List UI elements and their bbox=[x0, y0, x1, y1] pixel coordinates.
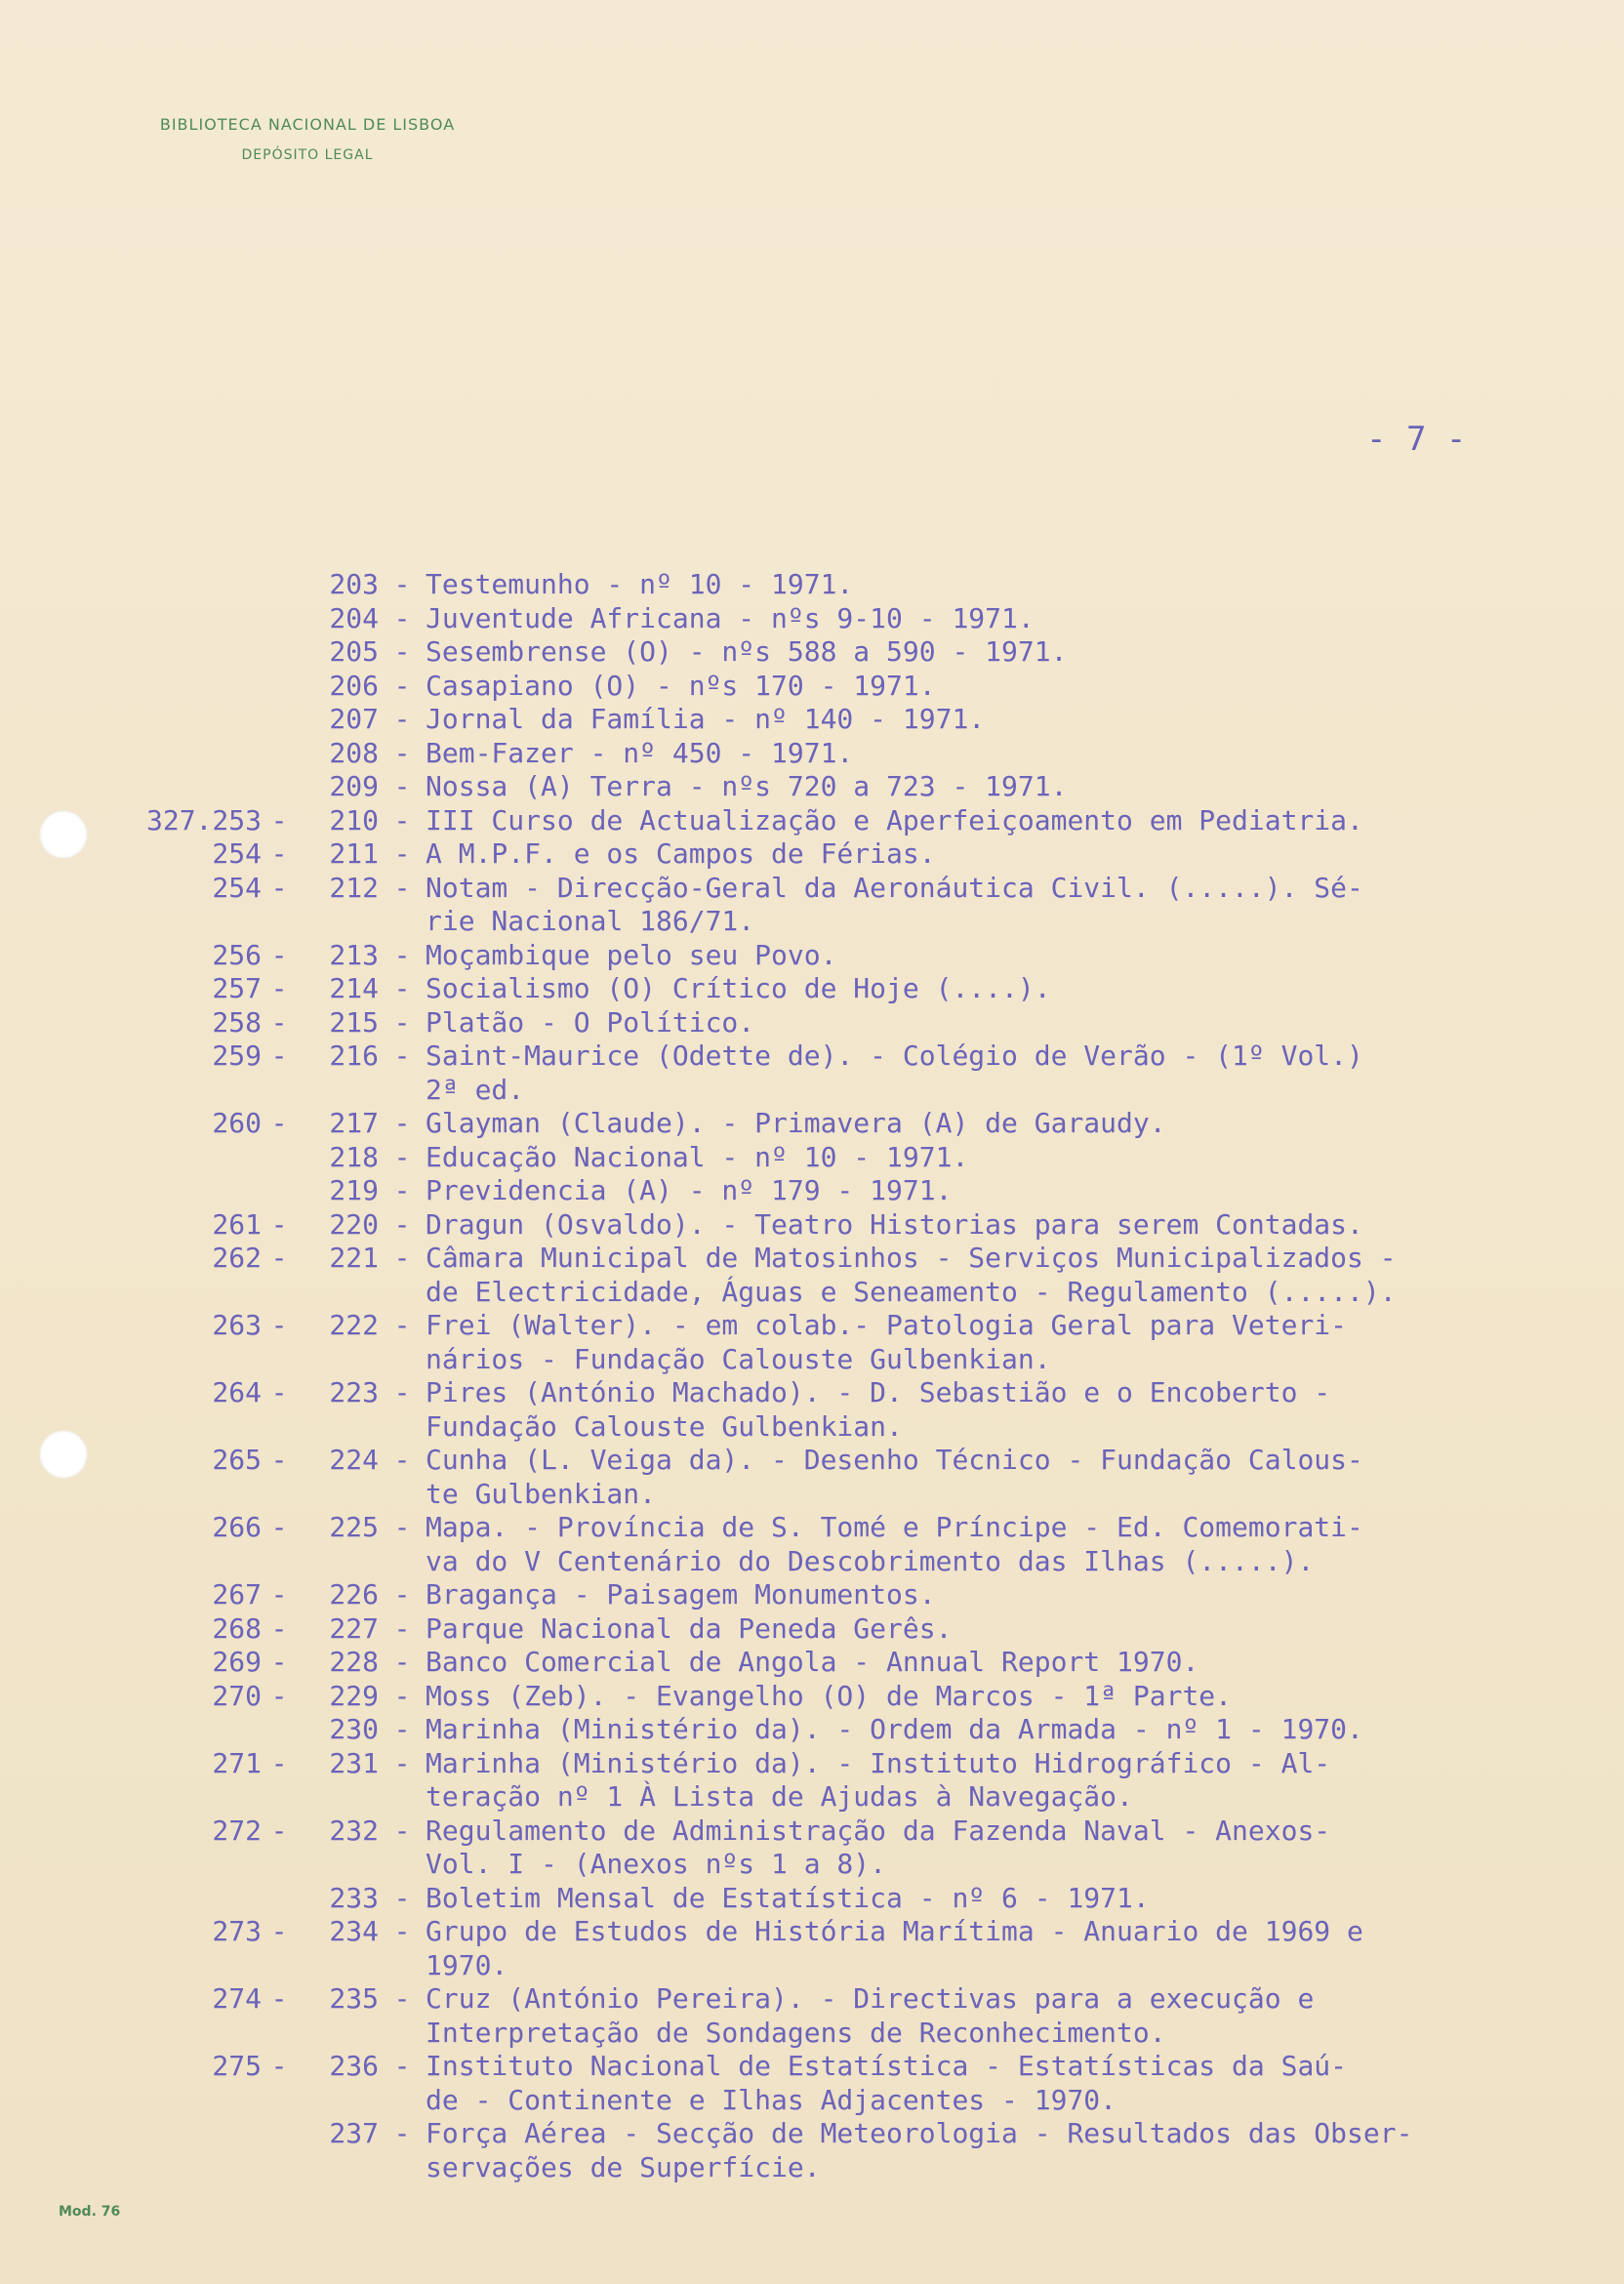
item-title: Marinha (Ministério da). - Ordem da Armada - nº 1 - 1970. bbox=[426, 1713, 1363, 1745]
item-title: Regulamento de Administração da Fazenda Naval - Anexos- bbox=[426, 1814, 1331, 1847]
item-number: 220 bbox=[329, 1207, 379, 1241]
item-title: Bem-Fazer - nº 450 - 1971. bbox=[426, 736, 854, 769]
list-item bbox=[0, 972, 1624, 1006]
item-title: Mapa. - Província de S. Tomé e Príncipe - Ed. Comemorati- bbox=[426, 1511, 1363, 1543]
separator-dash: - bbox=[393, 1511, 411, 1543]
call-number bbox=[115, 939, 262, 973]
item-title: Saint-Maurice (Odette de). - Colégio de Verão - (1º Vol.) bbox=[426, 1040, 1363, 1072]
list-item bbox=[0, 1343, 1624, 1377]
separator-dash: - bbox=[393, 1746, 411, 1779]
separator-dash: - bbox=[270, 837, 288, 870]
separator-dash: - bbox=[393, 1611, 411, 1645]
item-title: Moçambique pelo seu Povo. bbox=[426, 938, 837, 971]
separator-dash: - bbox=[393, 972, 411, 1004]
item-title: Nossa (A) Terra - nºs 720 a 723 - 1971. bbox=[426, 770, 1068, 802]
item-title: Fundação Calouste Gulbenkian. bbox=[426, 1409, 903, 1443]
call-number bbox=[115, 1006, 262, 1040]
shelf-number: 264 bbox=[212, 1376, 262, 1408]
item-number: 226 bbox=[329, 1578, 379, 1611]
shelf-number: 272 bbox=[212, 1814, 262, 1847]
separator-dash: - bbox=[393, 1713, 411, 1745]
item-title: teração nº 1 À Lista de Ajudas à Navegação. bbox=[426, 1780, 1133, 1813]
list-item bbox=[0, 2151, 1624, 2185]
separator-dash: - bbox=[270, 871, 288, 904]
shelf-number: 262 bbox=[212, 1242, 262, 1274]
shelf-number: 253 bbox=[212, 803, 262, 836]
item-title: Grupo de Estudos de História Marítima - Anuario de 1969 e bbox=[426, 1915, 1363, 1947]
separator-dash: - bbox=[270, 1679, 288, 1712]
item-title: Parque Nacional da Peneda Gerês. bbox=[426, 1611, 953, 1645]
separator-dash: - bbox=[393, 703, 411, 735]
separator-dash: - bbox=[393, 635, 411, 668]
item-title: de Electricidade, Águas e Seneamento - Regulamento (.....). bbox=[426, 1275, 1397, 1308]
call-number bbox=[115, 1646, 262, 1680]
list-item bbox=[0, 872, 1624, 906]
call-number bbox=[115, 2050, 262, 2084]
list-item bbox=[0, 2050, 1624, 2084]
item-number: 235 bbox=[329, 1982, 379, 2015]
separator-dash: - bbox=[270, 1309, 288, 1341]
separator-dash: - bbox=[270, 803, 288, 836]
item-title: 1970. bbox=[426, 1948, 508, 1981]
list-item bbox=[0, 1815, 1624, 1849]
separator-dash: - bbox=[393, 2117, 411, 2149]
shelf-number: 267 bbox=[212, 1578, 262, 1611]
item-number: 213 bbox=[329, 938, 379, 971]
item-number: 231 bbox=[329, 1746, 379, 1779]
item-number: 215 bbox=[329, 1005, 379, 1039]
separator-dash: - bbox=[270, 1207, 288, 1241]
item-number: 208 bbox=[329, 736, 379, 769]
shelf-number: 256 bbox=[212, 938, 262, 971]
separator-dash: - bbox=[393, 1578, 411, 1611]
item-number: 217 bbox=[329, 1107, 379, 1139]
list-item bbox=[0, 1410, 1624, 1445]
call-number bbox=[115, 1376, 262, 1410]
list-item bbox=[0, 2017, 1624, 2051]
item-title: Testemunho - nº 10 - 1971. bbox=[426, 568, 854, 600]
list-item bbox=[0, 1612, 1624, 1647]
separator-dash: - bbox=[393, 2050, 411, 2082]
item-number: 227 bbox=[329, 1611, 379, 1645]
deposit-list bbox=[0, 568, 1624, 2184]
list-item bbox=[0, 1578, 1624, 1612]
item-number: 223 bbox=[329, 1376, 379, 1408]
item-title: Frei (Walter). - em colab.- Patologia Geral para Veteri- bbox=[426, 1309, 1348, 1341]
item-number: 218 bbox=[329, 1140, 379, 1173]
list-item bbox=[0, 1982, 1624, 2017]
item-title: de - Continente e Ilhas Adjacentes - 1970. bbox=[426, 2083, 1117, 2116]
separator-dash: - bbox=[270, 1814, 288, 1847]
list-item bbox=[0, 1713, 1624, 1747]
item-number: 224 bbox=[329, 1444, 379, 1476]
separator-dash: - bbox=[393, 1309, 411, 1341]
shelf-number: 257 bbox=[212, 972, 262, 1004]
item-title: III Curso de Actualização e Aperfeiçoamento em Pediatria. bbox=[426, 803, 1363, 836]
shelf-number: 254 bbox=[212, 837, 262, 870]
item-title: Cruz (António Pereira). - Directivas para a execução e bbox=[426, 1982, 1315, 2015]
list-item bbox=[0, 703, 1624, 737]
separator-dash: - bbox=[393, 1107, 411, 1139]
item-number: 236 bbox=[329, 2050, 379, 2082]
list-item bbox=[0, 1242, 1624, 1276]
separator-dash: - bbox=[393, 837, 411, 870]
item-number: 230 bbox=[329, 1713, 379, 1745]
item-number: 205 bbox=[329, 635, 379, 668]
separator-dash: - bbox=[393, 568, 411, 600]
item-number: 221 bbox=[329, 1242, 379, 1274]
separator-dash: - bbox=[393, 1814, 411, 1847]
list-item bbox=[0, 1646, 1624, 1680]
list-item bbox=[0, 1915, 1624, 1949]
shelf-number: 268 bbox=[212, 1611, 262, 1645]
item-number: 212 bbox=[329, 871, 379, 904]
item-number: 210 bbox=[329, 803, 379, 836]
item-title: 2ª ed. bbox=[426, 1073, 525, 1106]
shelf-number: 271 bbox=[212, 1746, 262, 1779]
separator-dash: - bbox=[393, 1005, 411, 1039]
item-title: Marinha (Ministério da). - Instituto Hidrográfico - Al- bbox=[426, 1746, 1331, 1779]
call-number bbox=[115, 1915, 262, 1949]
call-number bbox=[115, 804, 262, 838]
item-title: Moss (Zeb). - Evangelho (O) de Marcos - 1ª Parte. bbox=[426, 1679, 1233, 1712]
item-title: Câmara Municipal de Matosinhos - Serviços Municipalizados - bbox=[426, 1242, 1397, 1274]
item-number: 211 bbox=[329, 837, 379, 870]
list-item bbox=[0, 2117, 1624, 2151]
call-number bbox=[115, 1444, 262, 1478]
item-title: Platão - O Político. bbox=[426, 1005, 755, 1039]
item-number: 229 bbox=[329, 1679, 379, 1712]
list-item bbox=[0, 939, 1624, 973]
item-title: te Gulbenkian. bbox=[426, 1477, 657, 1510]
list-item bbox=[0, 770, 1624, 804]
item-title: Vol. I - (Anexos nºs 1 a 8). bbox=[426, 1848, 887, 1880]
separator-dash: - bbox=[393, 938, 411, 971]
list-item bbox=[0, 1848, 1624, 1882]
item-number: 206 bbox=[329, 669, 379, 702]
list-item bbox=[0, 2084, 1624, 2118]
separator-dash: - bbox=[393, 1174, 411, 1206]
separator-dash: - bbox=[393, 1040, 411, 1072]
shelf-number: 275 bbox=[212, 2050, 262, 2082]
call-number bbox=[115, 1040, 262, 1074]
call-number bbox=[115, 1242, 262, 1276]
list-item bbox=[0, 1882, 1624, 1916]
list-item bbox=[0, 1107, 1624, 1141]
shelf-number: 261 bbox=[212, 1207, 262, 1241]
separator-dash: - bbox=[270, 1107, 288, 1139]
item-number: 225 bbox=[329, 1511, 379, 1543]
classification-prefix: 327. bbox=[145, 803, 213, 836]
item-number: 219 bbox=[329, 1174, 379, 1206]
call-number bbox=[115, 1309, 262, 1343]
item-number: 234 bbox=[329, 1915, 379, 1947]
call-number bbox=[115, 837, 262, 872]
list-item bbox=[0, 1444, 1624, 1478]
list-item bbox=[0, 1276, 1624, 1310]
list-item bbox=[0, 1074, 1624, 1108]
separator-dash: - bbox=[270, 1376, 288, 1408]
separator-dash: - bbox=[393, 1982, 411, 2015]
shelf-number: 259 bbox=[212, 1040, 262, 1072]
item-title: Boletim Mensal de Estatística - nº 6 - 1971. bbox=[426, 1881, 1150, 1914]
list-item bbox=[0, 1478, 1624, 1512]
call-number bbox=[115, 1680, 262, 1714]
list-item bbox=[0, 804, 1624, 838]
separator-dash: - bbox=[270, 2050, 288, 2082]
separator-dash: - bbox=[270, 1982, 288, 2015]
item-number: 214 bbox=[329, 972, 379, 1004]
separator-dash: - bbox=[393, 803, 411, 836]
item-number: 232 bbox=[329, 1814, 379, 1847]
shelf-number: 270 bbox=[212, 1679, 262, 1712]
item-title: Educação Nacional - nº 10 - 1971. bbox=[426, 1140, 969, 1173]
item-title: Notam - Direcção-Geral da Aeronáutica Civil. (.....). Sé- bbox=[426, 871, 1363, 904]
separator-dash: - bbox=[393, 1881, 411, 1914]
item-title: Dragun (Osvaldo). - Teatro Historias para serem Contadas. bbox=[426, 1207, 1363, 1241]
separator-dash: - bbox=[393, 770, 411, 802]
shelf-number: 273 bbox=[212, 1915, 262, 1947]
page-number: - 7 - bbox=[1366, 420, 1467, 459]
item-title: Casapiano (O) - nºs 170 - 1971. bbox=[426, 669, 936, 702]
item-number: 222 bbox=[329, 1309, 379, 1341]
separator-dash: - bbox=[270, 1005, 288, 1039]
letterhead-department: DEPÓSITO LEGAL bbox=[241, 147, 374, 163]
item-number: 216 bbox=[329, 1040, 379, 1072]
item-number: 237 bbox=[329, 2117, 379, 2149]
list-item bbox=[0, 602, 1624, 636]
call-number bbox=[115, 1107, 262, 1141]
list-item bbox=[0, 1141, 1624, 1175]
item-title: Glayman (Claude). - Primavera (A) de Garaudy. bbox=[426, 1107, 1166, 1139]
separator-dash: - bbox=[270, 1646, 288, 1678]
separator-dash: - bbox=[393, 1207, 411, 1241]
shelf-number: 269 bbox=[212, 1646, 262, 1678]
shelf-number: 266 bbox=[212, 1511, 262, 1543]
list-item bbox=[0, 1309, 1624, 1343]
list-item bbox=[0, 837, 1624, 872]
separator-dash: - bbox=[393, 736, 411, 769]
list-item bbox=[0, 905, 1624, 939]
call-number bbox=[115, 872, 262, 906]
item-title: Interpretação de Sondagens de Reconhecimento. bbox=[426, 2016, 1166, 2049]
call-number bbox=[115, 1511, 262, 1545]
separator-dash: - bbox=[393, 1376, 411, 1408]
list-item bbox=[0, 635, 1624, 670]
separator-dash: - bbox=[270, 1040, 288, 1072]
call-number bbox=[115, 1612, 262, 1647]
list-item bbox=[0, 1680, 1624, 1714]
separator-dash: - bbox=[270, 1746, 288, 1779]
letterhead bbox=[0, 115, 615, 163]
list-item bbox=[0, 1174, 1624, 1208]
separator-dash: - bbox=[393, 669, 411, 702]
item-number: 209 bbox=[329, 770, 379, 802]
item-title: Sesembrense (O) - nºs 588 a 590 - 1971. bbox=[426, 635, 1068, 668]
separator-dash: - bbox=[270, 1578, 288, 1611]
call-number bbox=[115, 1982, 262, 2017]
list-item bbox=[0, 737, 1624, 771]
list-item bbox=[0, 1040, 1624, 1074]
separator-dash: - bbox=[270, 1444, 288, 1476]
separator-dash: - bbox=[393, 1140, 411, 1173]
form-label: Mod. 76 bbox=[59, 2204, 121, 2220]
list-item bbox=[0, 670, 1624, 704]
separator-dash: - bbox=[393, 1679, 411, 1712]
call-number bbox=[115, 1208, 262, 1243]
item-title: Bragança - Paisagem Monumentos. bbox=[426, 1578, 936, 1611]
item-title: Previdencia (A) - nº 179 - 1971. bbox=[426, 1174, 953, 1206]
item-title: Cunha (L. Veiga da). - Desenho Técnico - Fundação Calous- bbox=[426, 1444, 1363, 1476]
item-title: servações de Superfície. bbox=[426, 2150, 821, 2183]
list-item bbox=[0, 1208, 1624, 1243]
separator-dash: - bbox=[393, 871, 411, 904]
letterhead-institution: BIBLIOTECA NACIONAL DE LISBOA bbox=[159, 115, 456, 134]
separator-dash: - bbox=[393, 1444, 411, 1476]
item-title: nários - Fundação Calouste Gulbenkian. bbox=[426, 1342, 1051, 1375]
call-number bbox=[115, 1747, 262, 1781]
separator-dash: - bbox=[270, 1242, 288, 1274]
item-number: 204 bbox=[329, 601, 379, 634]
separator-dash: - bbox=[270, 1611, 288, 1645]
list-item bbox=[0, 1949, 1624, 1983]
shelf-number: 274 bbox=[212, 1982, 262, 2015]
list-item bbox=[0, 1511, 1624, 1545]
shelf-number: 258 bbox=[212, 1005, 262, 1039]
item-title: Pires (António Machado). - D. Sebastião e o Encoberto - bbox=[426, 1376, 1331, 1408]
item-title: Instituto Nacional de Estatística - Estatísticas da Saú- bbox=[426, 2050, 1348, 2082]
separator-dash: - bbox=[393, 601, 411, 634]
list-item bbox=[0, 1747, 1624, 1781]
list-item bbox=[0, 568, 1624, 602]
list-item bbox=[0, 1545, 1624, 1579]
separator-dash: - bbox=[270, 972, 288, 1004]
item-number: 228 bbox=[329, 1646, 379, 1678]
item-title: Força Aérea - Secção de Meteorologia - Resultados das Obser- bbox=[426, 2117, 1413, 2149]
shelf-number: 265 bbox=[212, 1444, 262, 1476]
list-item bbox=[0, 1006, 1624, 1040]
list-item bbox=[0, 1780, 1624, 1815]
item-title: rie Nacional 186/71. bbox=[426, 905, 755, 937]
item-title: Banco Comercial de Angola - Annual Report 1970. bbox=[426, 1646, 1199, 1678]
item-title: A M.P.F. e os Campos de Férias. bbox=[426, 837, 936, 870]
item-title: Juventude Africana - nºs 9-10 - 1971. bbox=[426, 601, 1035, 634]
call-number bbox=[115, 1815, 262, 1849]
item-title: Jornal da Família - nº 140 - 1971. bbox=[426, 703, 986, 735]
shelf-number: 254 bbox=[212, 871, 262, 904]
item-number: 233 bbox=[329, 1881, 379, 1914]
item-title: Socialismo (O) Crítico de Hoje (....). bbox=[426, 972, 1051, 1004]
list-item bbox=[0, 1376, 1624, 1410]
separator-dash: - bbox=[393, 1646, 411, 1678]
item-number: 207 bbox=[329, 703, 379, 735]
separator-dash: - bbox=[270, 938, 288, 971]
separator-dash: - bbox=[393, 1915, 411, 1947]
item-number: 203 bbox=[329, 568, 379, 600]
separator-dash: - bbox=[270, 1511, 288, 1543]
call-number bbox=[115, 1578, 262, 1612]
separator-dash: - bbox=[393, 1242, 411, 1274]
shelf-number: 263 bbox=[212, 1309, 262, 1341]
call-number bbox=[115, 972, 262, 1006]
separator-dash: - bbox=[270, 1915, 288, 1947]
item-title: va do V Centenário do Descobrimento das Ilhas (.....). bbox=[426, 1544, 1315, 1577]
shelf-number: 260 bbox=[212, 1107, 262, 1139]
